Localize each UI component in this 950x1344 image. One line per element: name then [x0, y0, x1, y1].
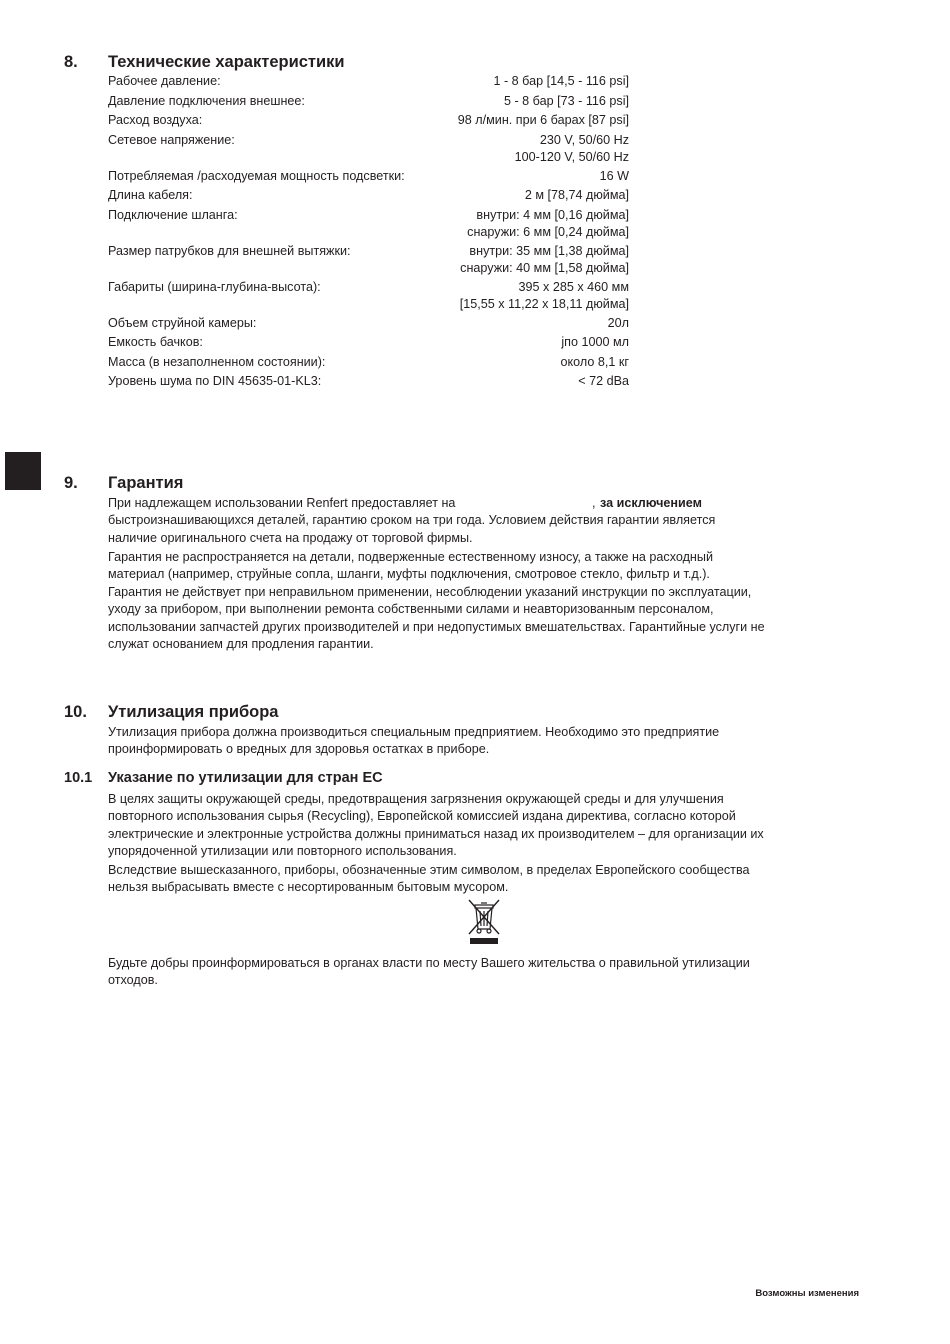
spec-row: [108, 132, 629, 166]
spec-value: 16 W: [599, 168, 629, 183]
warranty-paragraph-1-rest: [108, 512, 864, 547]
spec-label: Подключение шланга:: [108, 207, 238, 222]
spec-row: [108, 243, 629, 277]
eu-disposal-paragraph-3: [108, 955, 864, 990]
section-number: 10.: [64, 703, 87, 721]
specifications-table: [108, 73, 629, 393]
text-line: Гарантия не распространяется на детали, подверженные естественному износу, а также на расходный: [108, 550, 713, 564]
spec-value: јпо 1000 мл: [561, 335, 629, 349]
spec-value: снаружи: 40 мм [1,58 дюйма]: [460, 260, 629, 275]
page-tab-marker: [5, 452, 41, 490]
spec-row: [108, 112, 629, 129]
spec-label: Расход воздуха:: [108, 113, 203, 127]
spec-row: [108, 207, 629, 241]
spec-value: 230 V, 50/60 Hz: [539, 132, 629, 147]
spec-row: [108, 334, 629, 351]
spec-row: [108, 279, 629, 313]
text-line: Будьте добры проинформироваться в органах власти по месту Вашего жительства о правильной утилизации: [108, 956, 750, 970]
warranty-line-start: При надлежащем использовании Renfert предоставляет на: [108, 496, 456, 510]
spec-label: Уровень шума по DIN 45635-01-KL3:: [108, 374, 322, 388]
warranty-paragraph-1: [108, 495, 864, 547]
spec-label: Масса (в незаполненном состоянии):: [108, 354, 326, 369]
text-line: В целях защиты окружающей среды, предотвращения загрязнения окружающей среды и для улучшения: [108, 792, 724, 806]
text-line: отходов.: [108, 973, 158, 988]
warranty-line-comma: ,: [592, 496, 596, 510]
section-title: Гарантия: [108, 474, 184, 492]
spec-value: < 72 dBa: [578, 374, 629, 388]
text-line: упорядоченной утилизации или повторного использования.: [108, 844, 457, 859]
spec-value: 1 - 8 бар [14,5 - 116 psi]: [493, 74, 629, 88]
spec-value: около 8,1 кг: [560, 354, 629, 369]
text-line: Вследствие вышесказанного, приборы, обозначенные этим символом, в пределах Европейского сообщества: [108, 863, 750, 877]
spec-value: 2 м [78,74 дюйма]: [524, 188, 629, 202]
spec-row: [108, 354, 629, 371]
text-line: электрические и электронные устройства должны приниматься назад их производителем – для организации их: [108, 826, 764, 841]
spec-label: Габариты (ширина-глубина-высота):: [108, 279, 321, 294]
section-title: Указание по утилизации для стран ЕС: [108, 770, 383, 786]
text-line: Утилизация прибора должна производиться специальным предприятием. Необходимо это предприятие: [108, 725, 720, 739]
spec-row: [108, 168, 629, 185]
warranty-line-bold: за исключением: [600, 496, 702, 510]
spec-label: Сетевое напряжение:: [108, 132, 235, 147]
text-line: Гарантия не действует при неправильном применении, несоблюдении указаний инструкции по эксплуатации,: [108, 584, 752, 599]
spec-label: Давление подключения внешнее:: [108, 93, 305, 108]
warranty-paragraph-2: [108, 549, 864, 653]
text-line: повторного использования сырья (Recycling), Европейской комиссией издана директива, согласно которой: [108, 809, 736, 824]
spec-label: Размер патрубков для внешней вытяжки:: [108, 243, 351, 258]
eu-disposal-paragraph-2: [108, 862, 864, 897]
spec-value: 98 л/мин. при 6 барах [87 psi]: [457, 113, 629, 127]
section-number: 9.: [64, 474, 78, 492]
spec-row: [108, 373, 629, 390]
eu-disposal-paragraph-1: [108, 791, 864, 861]
section-title: Утилизация прибора: [108, 703, 279, 721]
footer-note: Возможны изменения: [755, 1288, 859, 1299]
text-line: использовании запчастей других производителей и при недопустимых вмешательствах. Гарантийные услуги не: [108, 619, 765, 634]
spec-value: 100-120 V, 50/60 Hz: [514, 149, 629, 164]
section-number: 10.1: [64, 770, 93, 786]
text-line: быстроизнашивающихся деталей, гарантию сроком на три года. Условием действия гарантии является: [108, 513, 716, 528]
spec-row: [108, 187, 629, 204]
text-line: нельзя выбрасывать вместе с несортированным бытовым мусором.: [108, 880, 509, 895]
spec-label: Длина кабеля:: [108, 188, 193, 202]
section-number: 8.: [64, 53, 78, 71]
spec-label: Объем струйной камеры:: [108, 315, 257, 330]
spec-value: внутри: 4 мм [0,16 дюйма]: [476, 207, 629, 222]
text-line: уходу за прибором, при выполнении ремонта собственными силами и неавторизованным персоналом,: [108, 602, 714, 617]
spec-label: Рабочее давление:: [108, 74, 221, 88]
spec-row: [108, 315, 629, 332]
text-line: материал (например, струйные сопла, шланги, муфты подключения, смотровое стекло, фильтр и т.д.).: [108, 567, 710, 582]
spec-value: снаружи: 6 мм [0,24 дюйма]: [467, 224, 629, 239]
spec-value: внутри: 35 мм [1,38 дюйма]: [469, 243, 629, 258]
disposal-paragraph: [108, 724, 864, 759]
text-line: проинформировать о вредных для здоровья остатках в приборе.: [108, 742, 490, 757]
section-title: Технические характеристики: [108, 53, 345, 71]
spec-row: [108, 93, 629, 110]
crossed-out-wheelie-bin-icon: [466, 898, 502, 946]
spec-label: Потребляемая /расходуемая мощность подсветки:: [108, 168, 405, 183]
spec-value: 20л: [607, 315, 629, 330]
text-line: служат основанием для продления гарантии.: [108, 637, 374, 652]
spec-row: [108, 73, 629, 90]
spec-value: 395 x 285 x 460 мм: [518, 279, 629, 294]
spec-label: Емкость бачков:: [108, 335, 203, 349]
spec-value: 5 - 8 бар [73 - 116 psi]: [503, 93, 629, 108]
text-line: наличие оригинального счета на продажу от торговой фирмы.: [108, 530, 473, 545]
spec-value: [15,55 x 11,22 x 18,11 дюйма]: [459, 296, 629, 311]
